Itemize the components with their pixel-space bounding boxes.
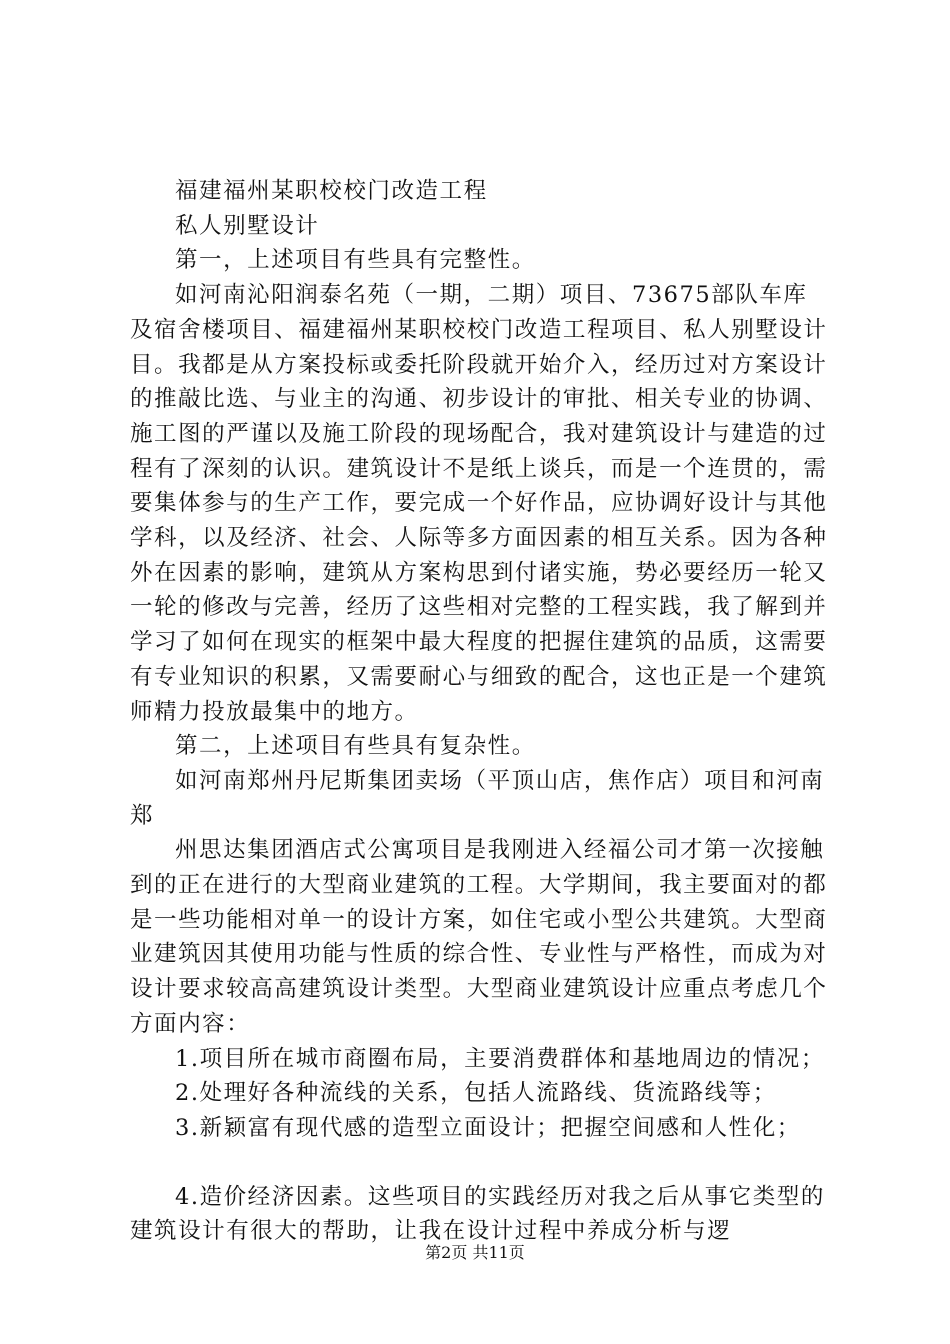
list-item-1: 1.项目所在城市商圈布局，主要消费群体和基地周边的情况； — [175, 1045, 825, 1072]
point-two-intro: 如河南郑州丹尼斯集团卖场（平顶山店，焦作店）项目和河南郑 — [130, 767, 825, 829]
document-body — [130, 174, 830, 1249]
point-two-heading: 第二，上述项目有些具有复杂性。 — [175, 733, 536, 760]
list-item-4: 4.造价经济因素。这些项目的实践经历对我之后从事它类型的建筑设计有很大的帮助，让我在设计过程中养成分析与逻 — [130, 1183, 825, 1245]
list-item-2: 2.处理好各种流线的关系，包括人流路线、货流路线等； — [175, 1080, 777, 1107]
point-one-paragraph: 如河南沁阳润泰名苑（一期，二期）项目、73675部队车库及宿舍楼项目、福建福州某职校校门改造工程项目、私人别墅设计目。我都是从方案投标或委托阶段就开始介入，经历过对方案设计的推敲比选、与业主的沟通、初步设计的审批、相关专业的协调、施工图的严谨以及施工阶段的现场配合，我对建筑设计与建造的过程有了深刻的认识。建筑设计不是纸上谈兵，而是一个连贯的，需要集体参与的生产工作，要完成一个好作品，应协调好设计与其他学科，以及经济、社会、人际等多方面因素的相互关系。因为各种外在因素的影响，建筑从方案构思到付诸实施，势必要经历一轮又一轮的修改与完善，经历了这些相对完整的工程实践，我了解到并学习了如何在现实的框架中最大程度的把握住建筑的品质，这需要有专业知识的积累，又需要耐心与细致的配合，这也正是一个建筑师精力投放最集中的地方。 — [130, 282, 828, 725]
project-line-villa: 私人别墅设计 — [175, 212, 320, 239]
page-number-footer: 第2页 共11页 — [425, 1243, 525, 1262]
list-item-3: 3.新颖富有现代感的造型立面设计；把握空间感和人性化； — [175, 1114, 801, 1141]
point-two-paragraph: 州思达集团酒店式公寓项目是我刚进入经福公司才第一次接触到的正在进行的大型商业建筑的工程。大学期间，我主要面对的都是一些功能相对单一的设计方案，如住宅或小型公共建筑。大型商业建筑因其使用功能与性质的综合性、专业性与严格性，而成为对设计要求较高高建筑设计类型。大型商业建筑设计应重点考虑几个方面内容： — [130, 837, 828, 1037]
project-line-fuzhou: 福建福州某职校校门改造工程 — [175, 178, 488, 204]
point-one-heading: 第一，上述项目有些具有完整性。 — [175, 247, 536, 274]
